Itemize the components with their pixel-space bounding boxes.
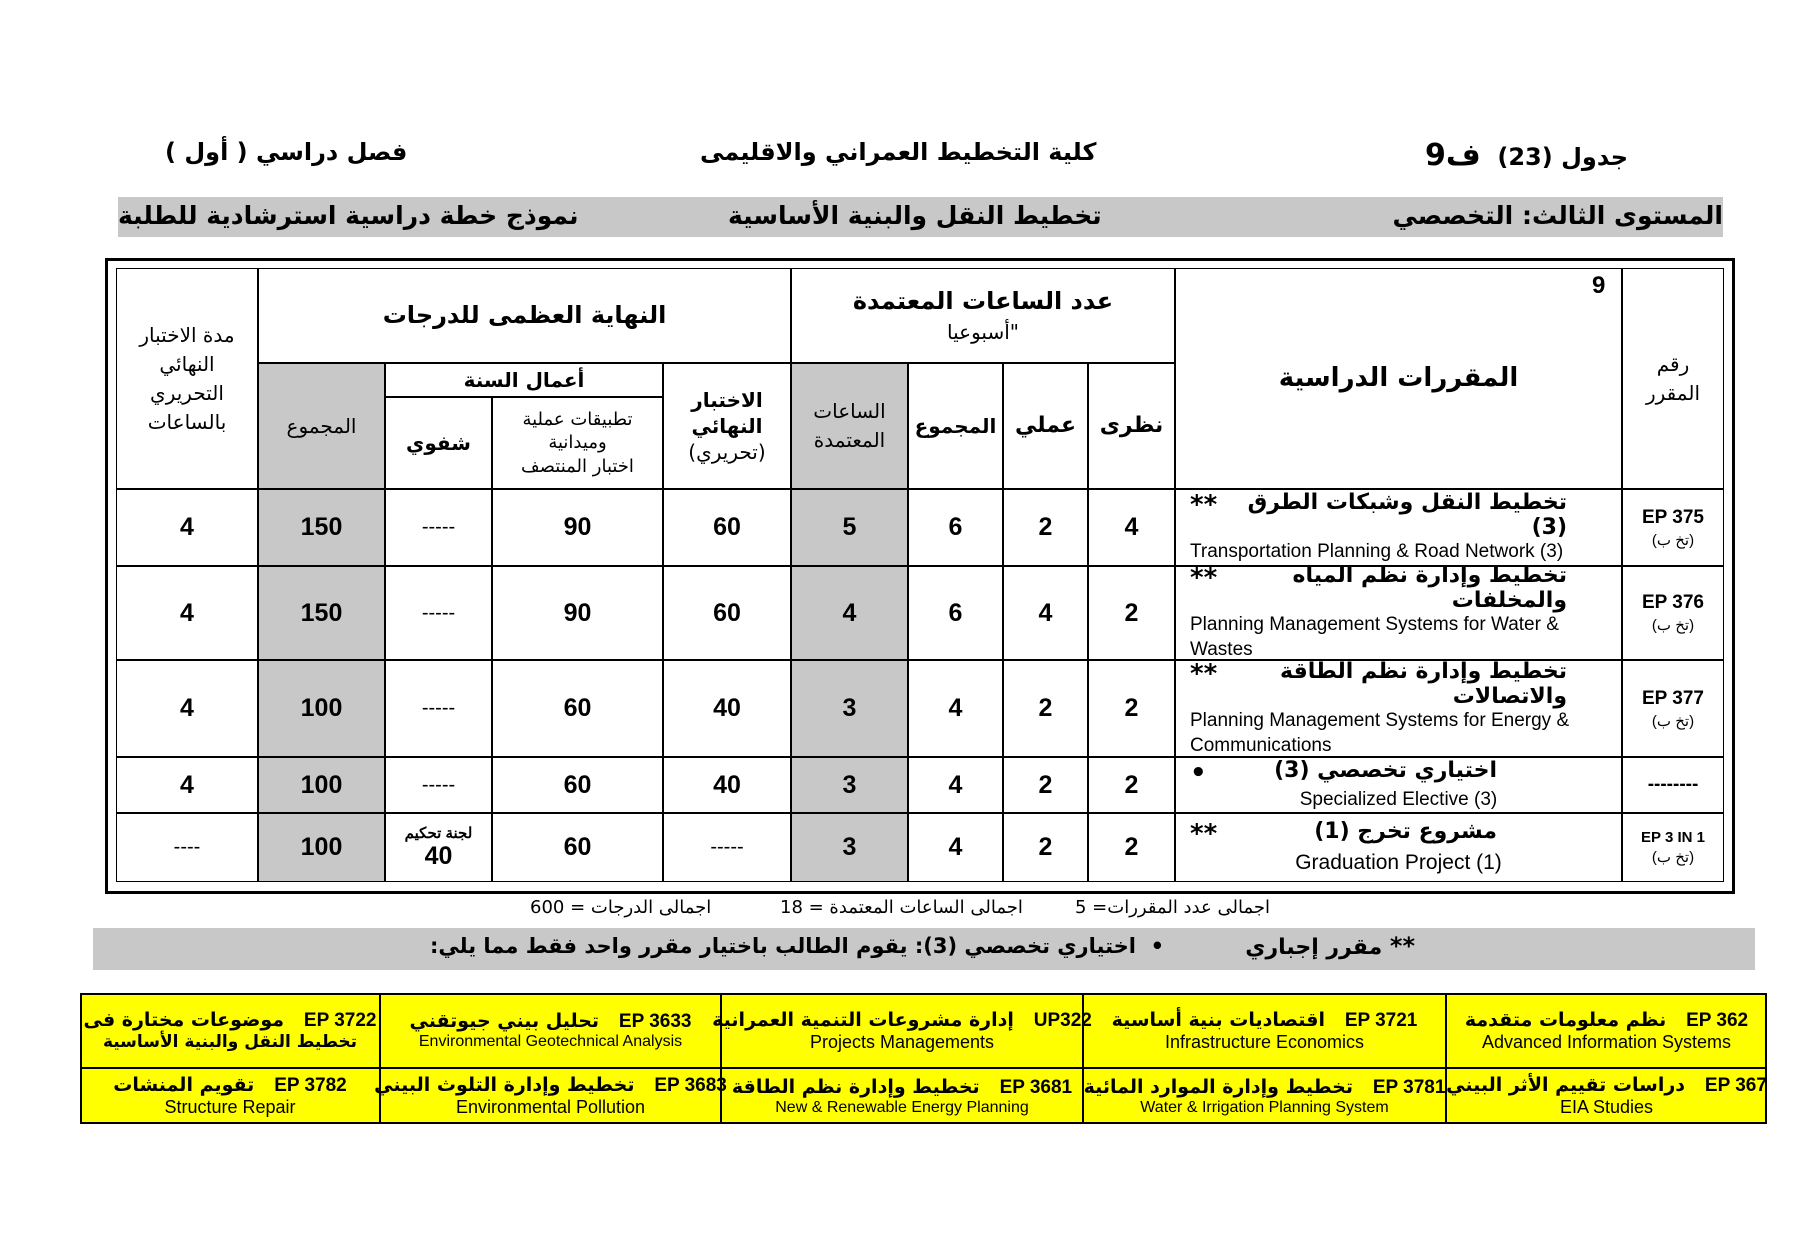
- cell-apps: [492, 660, 663, 757]
- cell-value: 2: [1038, 694, 1053, 722]
- cell-value: 4: [1038, 598, 1053, 627]
- header-hours-group: عدد الساعات المعتمدة أسبوعيا": [791, 268, 1175, 363]
- cell-total: [908, 489, 1003, 566]
- elective-title-ar: دراسات تقييم الأثر البيني: [1446, 1074, 1686, 1096]
- elective-title-ar: تخطيط وإدارة نظم الطاقة: [731, 1075, 980, 1098]
- elective-title-ar: إدارة مشروعات التنمية العمرانية: [712, 1008, 1014, 1031]
- cell-value: -----: [421, 601, 456, 624]
- course-code-cell: [1622, 757, 1724, 813]
- elective-title-ar: نظم معلومات متقدمة: [1464, 1008, 1667, 1031]
- cell-credit: [791, 566, 908, 660]
- cell-apps: [492, 757, 663, 813]
- cell-grand: [258, 489, 385, 566]
- cell-credit: [791, 813, 908, 882]
- cell-value: 4: [842, 598, 857, 627]
- cell-value: ----: [173, 836, 201, 858]
- course-code-cell: [1622, 566, 1724, 660]
- elective-code: EP 362: [1686, 1009, 1749, 1031]
- elective-title-ar: اقتصاديات بنية أساسية: [1111, 1008, 1325, 1031]
- header-final-exam: الاختبار النهائي (تحريري): [663, 363, 791, 489]
- elective-title-ar: موضوعات مختارة فى: [83, 1009, 285, 1031]
- cell-value: 2: [1124, 598, 1139, 627]
- course-code-note: (تخ ب): [1651, 712, 1695, 730]
- cell-duration: [116, 757, 258, 813]
- cell-value: 4: [180, 770, 194, 799]
- elective-code: EP 3722: [303, 1010, 377, 1031]
- elective-title-ar: تخطيط وإدارة الموارد المائية: [1083, 1075, 1354, 1098]
- cell-value: 90: [563, 513, 592, 541]
- elective-title-en: New & Renewable Energy Planning: [775, 1098, 1029, 1116]
- cell-final: [663, 757, 791, 813]
- cell-value: 100: [300, 694, 343, 722]
- header-hours-total: المجموع: [908, 363, 1003, 489]
- cell-value: 150: [300, 513, 343, 541]
- cell-final: [663, 660, 791, 757]
- cell-value: 3: [842, 694, 857, 722]
- cell-value: 2: [1038, 513, 1053, 541]
- course-mark: **: [1190, 818, 1218, 849]
- course-title-cell: [1175, 813, 1622, 882]
- legend-mandatory: ** مقرر إجباري: [1245, 932, 1415, 960]
- department-label: تخطيط النقل والبنية الأساسية: [728, 201, 1102, 230]
- cell-value: 3: [842, 833, 857, 861]
- cell-value: 60: [563, 694, 592, 722]
- total-courses: اجمالى عدد المقررات= 5: [1075, 897, 1270, 918]
- elective-title-en: تخطيط النقل والبنية الأساسية: [102, 1032, 358, 1052]
- cell-apps: [492, 489, 663, 566]
- cell-final: [663, 489, 791, 566]
- course-title-ar: تخطيط وإدارة نظم الطاقة والاتصالات: [1280, 658, 1567, 709]
- elective-item: [380, 993, 721, 1068]
- cell-oral: [385, 489, 492, 566]
- elective-title-en: Structure Repair: [164, 1097, 296, 1117]
- course-code: EP 375: [1642, 506, 1704, 528]
- cell-value: 2: [1124, 694, 1139, 722]
- total-hours: اجمالى الساعات المعتمدة = 18: [780, 897, 1023, 918]
- cell-value: 2: [1038, 833, 1053, 861]
- faculty-title: كلية التخطيط العمراني والاقليمى: [700, 138, 1097, 166]
- elective-code: EP 3721: [1344, 1009, 1418, 1031]
- header-credit: الساعات المعتمدة: [791, 363, 908, 489]
- cell-value: 6: [948, 513, 963, 541]
- cell-value: -----: [421, 697, 456, 719]
- course-title-cell: [1175, 489, 1622, 566]
- table-label: جدول (23) ف9: [1424, 138, 1628, 173]
- cell-value: 4: [180, 513, 194, 541]
- course-mark: **: [1190, 490, 1218, 521]
- cell-value: -----: [710, 836, 744, 858]
- course-mark: **: [1190, 658, 1218, 689]
- cell-final: [663, 566, 791, 660]
- elective-item: [712, 993, 1092, 1068]
- header-practical: عملي: [1003, 363, 1088, 489]
- course-title-en: Transportation Planning & Road Network (3): [1190, 541, 1564, 563]
- elective-item: [374, 1068, 727, 1124]
- corner-number: 9: [1592, 272, 1606, 299]
- cell-value: 60: [713, 513, 741, 541]
- semester-label: فصل دراسي ( أول ): [165, 138, 408, 166]
- header-oral: شفوي: [385, 397, 492, 489]
- cell-value: 150: [300, 598, 343, 627]
- cell-theory: [1088, 757, 1175, 813]
- cell-value: 60: [563, 833, 592, 861]
- course-title-en: Specialized Elective (3): [1299, 788, 1498, 810]
- elective-title-ar: تقويم المنشات: [113, 1074, 255, 1096]
- course-title-ar: تخطيط وإدارة نظم المياه والمخلفات: [1292, 563, 1567, 614]
- model-label: نموذج خطة دراسية استرشادية للطلبة: [118, 201, 579, 230]
- elective-title-en: Environmental Geotechnical Analysis: [418, 1033, 683, 1050]
- course-title-ar: اختياري تخصصي (3): [1274, 757, 1497, 783]
- cell-duration: [116, 489, 258, 566]
- cell-duration: [116, 813, 258, 882]
- cell-practical: [1003, 757, 1088, 813]
- cell-value: 40: [713, 770, 741, 799]
- elective-code: EP 3633: [618, 1011, 692, 1032]
- elective-code: EP 3781: [1372, 1076, 1446, 1098]
- cell-value: 100: [300, 833, 343, 861]
- course-title-cell: [1175, 757, 1622, 813]
- elective-title-ar: تخطيط وإدارة التلوث البيني: [374, 1074, 635, 1096]
- cell-value: 2: [1124, 770, 1139, 799]
- course-code-cell: [1622, 489, 1724, 566]
- course-title-en: Graduation Project (1): [1295, 850, 1502, 874]
- elective-title-en: Water & Irrigation Planning System: [1140, 1098, 1389, 1116]
- elective-title-en: Projects Managements: [809, 1031, 995, 1052]
- cell-oral: [385, 757, 492, 813]
- elective-title-ar: تحليل بيني جيوتقني: [409, 1010, 600, 1032]
- cell-total: [908, 660, 1003, 757]
- elective-item: [1446, 1068, 1767, 1124]
- cell-value: 5: [842, 513, 857, 541]
- cell-theory: [1088, 489, 1175, 566]
- cell-final: [663, 813, 791, 882]
- header-code: رقم المقرر: [1622, 268, 1724, 489]
- cell-value: 6: [948, 598, 963, 627]
- cell-value: 4: [948, 833, 963, 861]
- cell-credit: [791, 757, 908, 813]
- course-code-note: (تخ ب): [1651, 849, 1695, 866]
- cell-value: 3: [842, 770, 857, 799]
- cell-value: 4: [180, 598, 194, 627]
- cell-value: 4: [1124, 513, 1139, 541]
- cell-practical: [1003, 489, 1088, 566]
- cell-value: 2: [1124, 833, 1139, 861]
- elective-title-en: Infrastructure Economics: [1164, 1031, 1365, 1052]
- header-grand-total: المجموع: [258, 363, 385, 489]
- header-courses: المقررات الدراسية: [1175, 268, 1622, 489]
- cell-value: 4: [948, 770, 963, 799]
- course-code: EP 376: [1642, 592, 1704, 613]
- course-code: EP 3 IN 1: [1641, 829, 1705, 846]
- cell-theory: [1088, 813, 1175, 882]
- elective-title-en: Environmental Pollution: [455, 1097, 646, 1117]
- elective-code: EP 367: [1704, 1075, 1767, 1096]
- cell-theory: [1088, 566, 1175, 660]
- course-title-ar: تخطيط النقل وشبكات الطرق (3): [1247, 490, 1567, 541]
- header-theory: نظرى: [1088, 363, 1175, 489]
- cell-value: 4: [180, 694, 194, 722]
- cell-duration: [116, 660, 258, 757]
- elective-code: EP 3683: [654, 1075, 727, 1096]
- cell-value: 60: [563, 770, 592, 799]
- cell-theory: [1088, 660, 1175, 757]
- course-mark: •: [1190, 757, 1207, 788]
- cell-value: 60: [713, 598, 741, 627]
- cell-total: [908, 566, 1003, 660]
- elective-title-en: EIA Studies: [1559, 1097, 1654, 1117]
- cell-oral: [385, 566, 492, 660]
- cell-value: -----: [421, 516, 456, 538]
- elective-item: [80, 1068, 380, 1124]
- cell-grand: [258, 566, 385, 660]
- course-code-cell: [1622, 813, 1724, 882]
- oral-value: 40: [424, 842, 453, 870]
- elective-item: [1083, 1068, 1446, 1124]
- course-title-cell: [1175, 563, 1622, 660]
- course-title-cell: [1175, 660, 1622, 757]
- header-applications: تطبيقات عملية وميدانية اختبار المنتصف: [492, 397, 663, 489]
- course-mark: **: [1190, 563, 1218, 594]
- header-year-work: أعمال السنة: [385, 363, 663, 397]
- course-title-en: Planning Management Systems for Energy & Communications: [1190, 709, 1570, 756]
- elective-item: [1446, 993, 1767, 1068]
- cell-grand: [258, 757, 385, 813]
- cell-practical: [1003, 566, 1088, 660]
- elective-item: [1083, 993, 1446, 1068]
- cell-practical: [1003, 813, 1088, 882]
- cell-value: 2: [1038, 770, 1053, 799]
- cell-practical: [1003, 660, 1088, 757]
- cell-value: 90: [563, 598, 592, 627]
- cell-oral: [385, 813, 492, 882]
- course-code-cell: [1622, 660, 1724, 757]
- elective-item: [80, 993, 380, 1068]
- elective-item: [721, 1068, 1083, 1124]
- course-code-note: (تخ ب): [1651, 531, 1695, 549]
- course-title-ar: مشروع تخرج (1): [1314, 818, 1497, 844]
- course-title-en: Planning Management Systems for Water & Wastes: [1190, 614, 1559, 660]
- cell-duration: [116, 566, 258, 660]
- elective-code: UP322: [1033, 1009, 1092, 1031]
- oral-note: لجنة تحكيم: [404, 825, 473, 842]
- elective-code: EP 3782: [274, 1075, 347, 1096]
- course-code: EP 377: [1642, 687, 1704, 709]
- header-duration: مدة الاختبار النهائي التحريري بالساعات: [116, 268, 258, 489]
- cell-value: -----: [421, 773, 456, 796]
- elective-title-en: Advanced Information Systems: [1481, 1031, 1732, 1052]
- cell-apps: [492, 566, 663, 660]
- cell-value: 4: [948, 694, 963, 722]
- cell-value: 100: [300, 770, 343, 799]
- cell-total: [908, 757, 1003, 813]
- cell-grand: [258, 660, 385, 757]
- cell-credit: [791, 660, 908, 757]
- cell-total: [908, 813, 1003, 882]
- total-grades: اجمالى الدرجات = 600: [530, 897, 712, 918]
- header-grades-group: النهاية العظمى للدرجات: [258, 268, 791, 363]
- course-code-note: (تخ ب): [1651, 617, 1695, 634]
- level-label: المستوى الثالث: التخصصي: [1392, 201, 1723, 230]
- elective-code: EP 3681: [999, 1076, 1073, 1098]
- cell-apps: [492, 813, 663, 882]
- cell-grand: [258, 813, 385, 882]
- legend-elective: • اختياري تخصصي (3): يقوم الطالب باختيار مقرر واحد فقط مما يلي:: [430, 934, 1165, 958]
- cell-oral: [385, 660, 492, 757]
- course-code: --------: [1647, 774, 1699, 795]
- cell-value: 40: [713, 694, 741, 722]
- cell-credit: [791, 489, 908, 566]
